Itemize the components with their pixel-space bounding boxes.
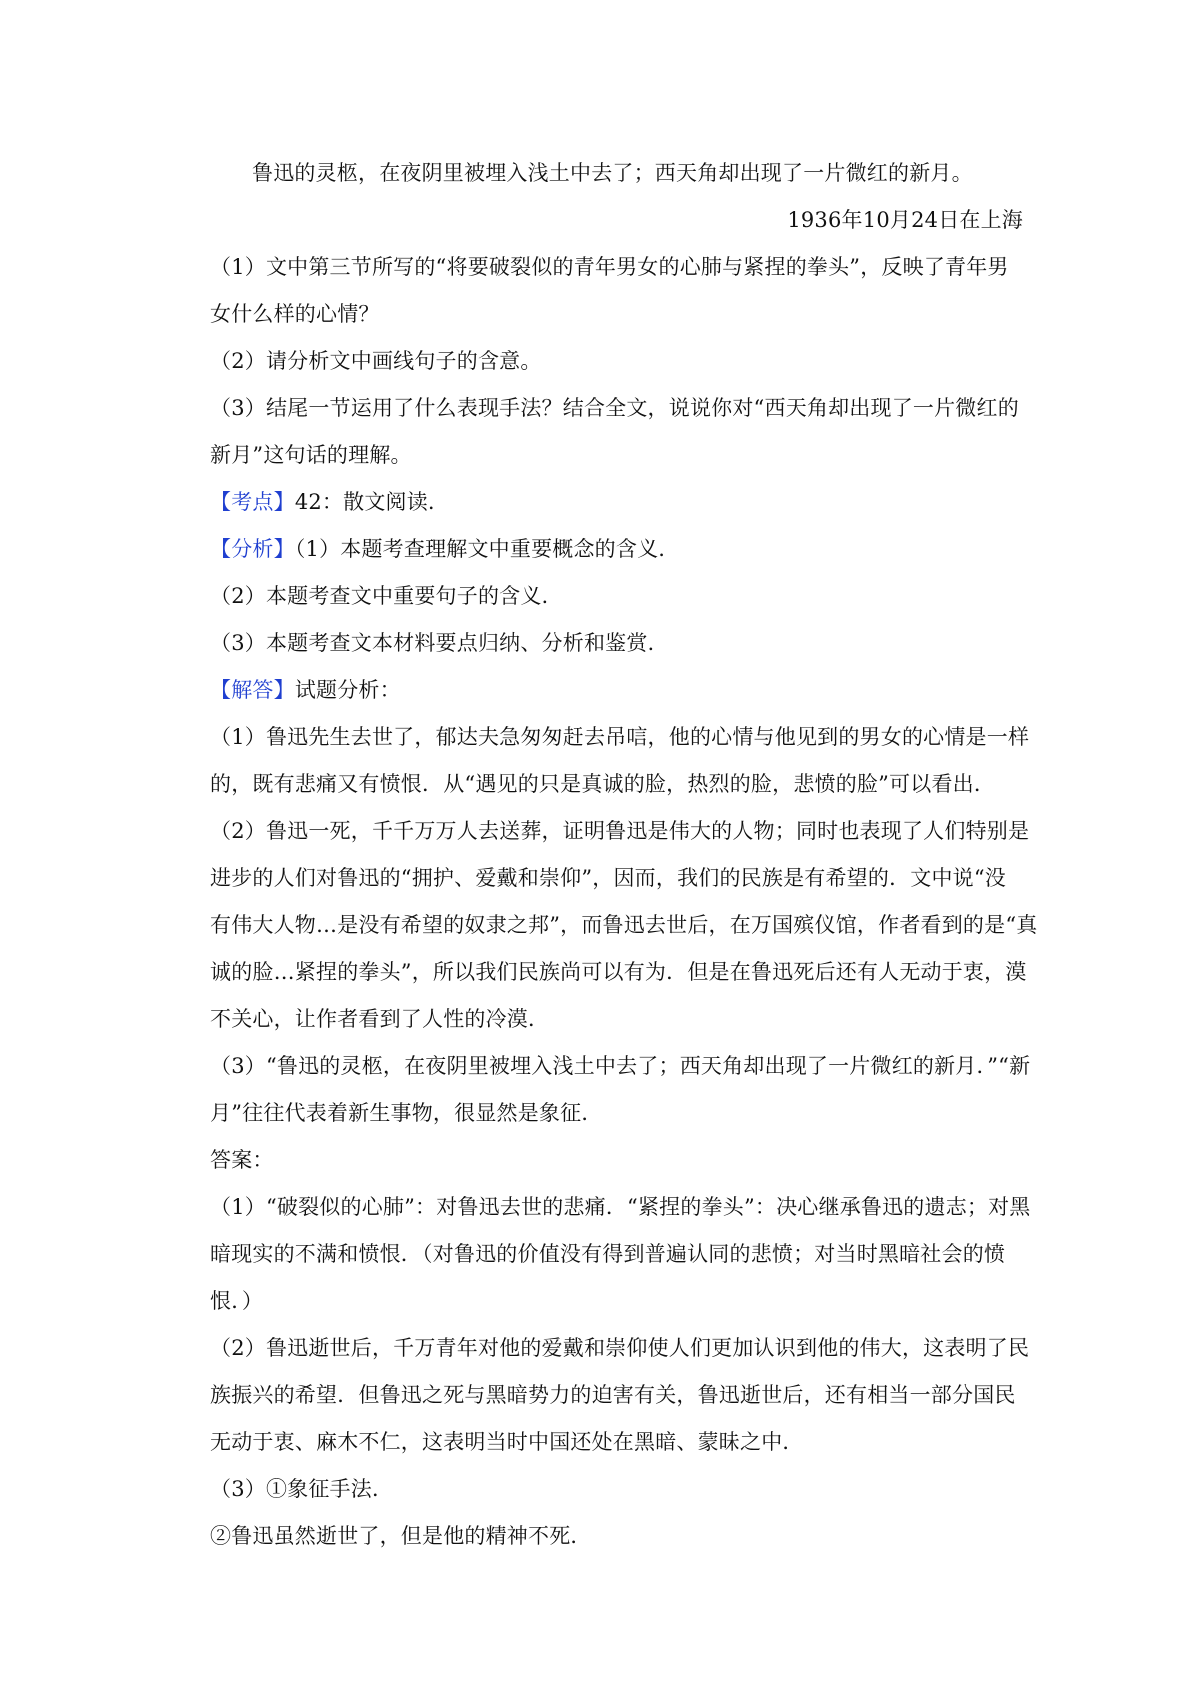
- answer-2-line-2: 族振兴的希望．但鲁迅之死与黑暗势力的迫害有关，鲁迅逝世后，还有相当一部分国民: [210, 1383, 1016, 1407]
- fenxi-line-3: （3）本题考查文本材料要点归纳、分析和鉴赏.: [210, 631, 655, 655]
- answer-1-line-1: （1）“破裂似的心肺”：对鲁迅去世的悲痛．“紧捏的拳头”：决心继承鲁迅的遗志；对黑: [210, 1195, 1031, 1219]
- closing-paragraph: 鲁迅的灵柩，在夜阴里被埋入浅土中去了；西天角却出现了一片微红的新月。: [252, 161, 973, 185]
- question-3-line-1: （3）结尾一节运用了什么表现手法？结合全文，说说你对“西天角却出现了一片微红的: [210, 396, 1019, 420]
- answer-3-line-1: （3）①象征手法．: [210, 1477, 394, 1501]
- jieda-section: [210, 667, 1023, 714]
- analysis-3-line-2: 月”往往代表着新生事物，很显然是象征．: [210, 1101, 603, 1125]
- question-3-line-2: 新月”这句话的理解。: [210, 443, 412, 467]
- answer-1-line-3: 恨．）: [210, 1289, 264, 1313]
- fenxi-line-1: （1）本题考查理解文中重要概念的含义.: [294, 537, 666, 561]
- fenxi-section: [210, 526, 1023, 573]
- answer-2-line-1: （2）鲁迅逝世后，千万青年对他的爱戴和崇仰使人们更加认识到他的伟大，这表明了民: [210, 1336, 1030, 1360]
- analysis-2-line-2: 进步的人们对鲁迅的“拥护、爱戴和崇仰”，因而，我们的民族是有希望的．文中说“没: [210, 866, 1007, 890]
- jieda-text: 试题分析：: [294, 678, 401, 702]
- question-1-line-1: （1）文中第三节所写的“将要破裂似的青年男女的心肺与紧捏的拳头”，反映了青年男: [210, 255, 1009, 279]
- date-line: 1936年10月24日在上海: [787, 208, 1023, 232]
- analysis-2-line-5: 不关心，让作者看到了人性的冷漠．: [210, 1007, 550, 1031]
- jieda-tag: 【解答】: [210, 678, 295, 702]
- question-1-line-2: 女什么样的心情？: [210, 302, 380, 326]
- analysis-1-line-2: 的，既有悲痛又有愤恨．从“遇见的只是真诚的脸，热烈的脸，悲愤的脸”可以看出．: [210, 772, 996, 796]
- analysis-2-line-4: 诚的脸…紧捏的拳头”，所以我们民族尚可以有为．但是在鲁迅死后还有人无动于衷，漠: [210, 960, 1027, 984]
- kaodian-section: [210, 479, 1023, 526]
- answer-2-line-3: 无动于衷、麻木不仁，这表明当时中国还处在黑暗、蒙昧之中．: [210, 1430, 804, 1454]
- answer-1-line-2: 暗现实的不满和愤恨．（对鲁迅的价值没有得到普遍认同的悲愤；对当时黑暗社会的愤: [210, 1242, 1006, 1266]
- analysis-3-line-1: （3）“鲁迅的灵柩，在夜阴里被埋入浅土中去了；西天角却出现了一片微红的新月．”“新: [210, 1054, 1031, 1078]
- answer-heading: 答案：: [210, 1148, 274, 1172]
- kaodian-tag: 【考点】: [210, 490, 295, 514]
- analysis-1-line-1: （1）鲁迅先生去世了，郁达夫急匆匆赶去吊唁，他的心情与他见到的男女的心情是一样: [210, 725, 1030, 749]
- fenxi-tag: 【分析】: [210, 537, 295, 561]
- analysis-2-line-3: 有伟大人物…是没有希望的奴隶之邦”，而鲁迅去世后，在万国殡仪馆，作者看到的是“真: [210, 913, 1038, 937]
- fenxi-line-2: （2）本题考查文中重要句子的含义.: [210, 584, 549, 608]
- analysis-2-line-1: （2）鲁迅一死，千千万万人去送葬，证明鲁迅是伟大的人物；同时也表现了人们特别是: [210, 819, 1030, 843]
- document-page: [210, 150, 1038, 1560]
- answer-3-line-2: ②鲁迅虽然逝世了，但是他的精神不死．: [210, 1524, 592, 1548]
- question-2: （2）请分析文中画线句子的含意。: [210, 349, 542, 373]
- kaodian-text: 42：散文阅读.: [294, 490, 435, 514]
